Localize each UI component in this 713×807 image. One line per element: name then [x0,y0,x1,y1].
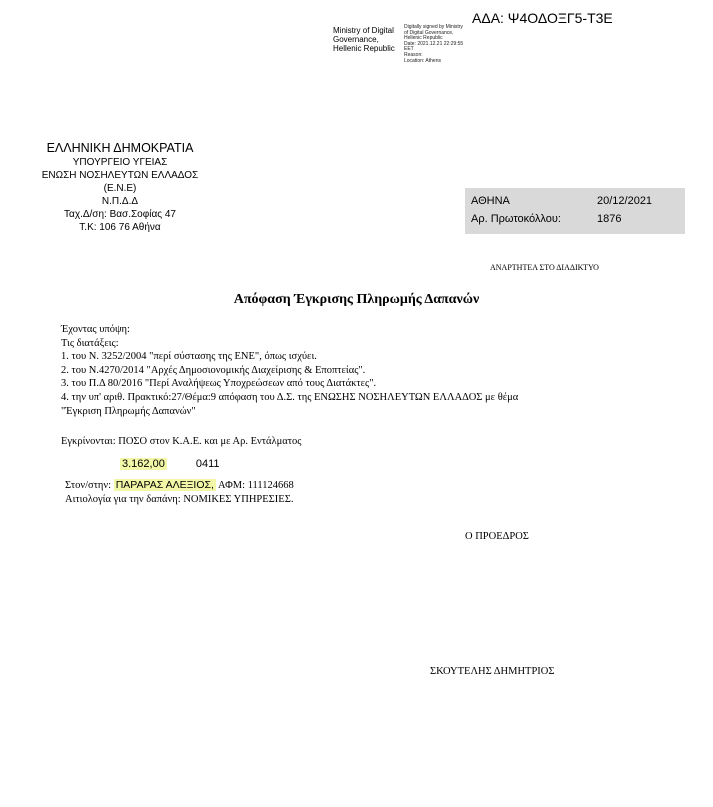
organization-abbrev: (Ε.Ν.Ε) [103,183,137,194]
signature-detail: Location: Athens [404,57,441,64]
digital-signature-details [404,25,463,64]
president-title: Ο ΠΡΟΕΔΡΟΣ [465,531,529,542]
ministry-name: ΥΠΟΥΡΓΕΙΟ ΥΓΕΙΑΣ [72,157,168,168]
body-line: 3. του Π.Δ 80/2016 "Περί Αναλήψεως Υποχρεώσεων από τους Διατάκτες". [61,378,377,390]
body-line: 4. την υπ' αριθ. Πρακτικό:27/Θέμα:9 απόφαση του Δ.Σ. της ΕΝΩΣΗΣ ΝΟΣΗΛΕΥΤΩΝ ΕΛΛΑΔΟΣ με θέμα [61,391,519,403]
document-title: Απόφαση Έγκρισης Πληρωμής Δαπανών [233,292,480,307]
document-date: 20/12/2021 [597,195,653,207]
digital-signature-issuer [333,26,395,53]
kae-code: 0411 [195,458,220,470]
payee-label: Στον/στην: [65,480,112,491]
payee-block [65,479,294,506]
signer-name: ΣΚΟΥΤΕΛΗΣ ΔΗΜΗΤΡΙΟΣ [430,666,555,677]
signature-detail: Hellenic Republic [404,35,443,42]
signature-detail: of Digital Governance, [404,29,454,36]
signature-detail: Reason: [404,51,423,58]
amount-value: 3.162,00 [122,458,165,470]
approval-text: Εγκρίνονται: ΠΟΣΟ στον Κ.Α.Ε. και με Αρ. Εντάλματος [61,436,302,447]
signature-detail: Digitally signed by Ministry [404,24,463,30]
expense-reason: Αιτιολογία για την δαπάνη: ΝΟΜΙΚΕΣ ΥΠΗΡΕΣΙΕΣ. [65,493,294,505]
date-protocol-box [465,188,685,234]
protocol-label: Αρ. Πρωτοκόλλου: [471,213,561,225]
address: Ταχ.Δ/ση: Βασ.Σοφίας 47 [64,209,176,220]
signature-detail: Date: 2021.12.21 22:29:55 [404,40,464,47]
body-line: Τις διατάξεις: [61,337,119,349]
ada-code: ΑΔΑ: Ψ4ΟΔΟΞΓ5-Τ3Ε [472,10,613,26]
city-label: ΑΘΗΝΑ [471,195,510,207]
signature-line: Ministry of Digital [333,26,394,35]
considerations [61,323,518,418]
amount-row [120,458,220,470]
organization-name: ΕΝΩΣΗ ΝΟΣΗΛΕΥΤΩΝ ΕΛΛΑΔΟΣ [41,170,199,181]
body-line: 1. του Ν. 3252/2004 "περί σύστασης της ΕΝΕ", όπως ισχύει. [61,351,317,363]
body-line: "Έγκριση Πληρωμής Δαπανών" [61,405,196,417]
legal-form: Ν.Π.Δ.Δ [101,196,139,207]
protocol-number: 1876 [597,213,622,225]
body-line: 2. του Ν.4270/2014 "Αρχές Δημοσιονομικής Διαχείρισης & Εποπτείας". [61,364,366,376]
posting-notice: ΑΝΑΡΤΗΤΕΑ ΣΤΟ ΔΙΑΔΙΚΤΥΟ [490,263,599,272]
payee-name: ΠΑΡΑΡΑΣ ΑΛΕΞΙΟΣ, [115,479,214,491]
country-name: ΕΛΛΗΝΙΚΗ ΔΗΜΟΚΡΑΤΙΑ [46,141,194,155]
body-line: Έχοντας υπόψη: [61,324,130,335]
organization-header [40,140,200,234]
signature-line: Governance, [333,35,379,44]
payee-afm: ΑΦΜ: 111124668 [217,480,294,491]
signature-line: Hellenic Republic [333,44,395,53]
signature-detail: EET [404,46,414,53]
postal-code: Τ.Κ: 106 76 Αθήνα [79,222,161,233]
payee-line [65,479,294,493]
